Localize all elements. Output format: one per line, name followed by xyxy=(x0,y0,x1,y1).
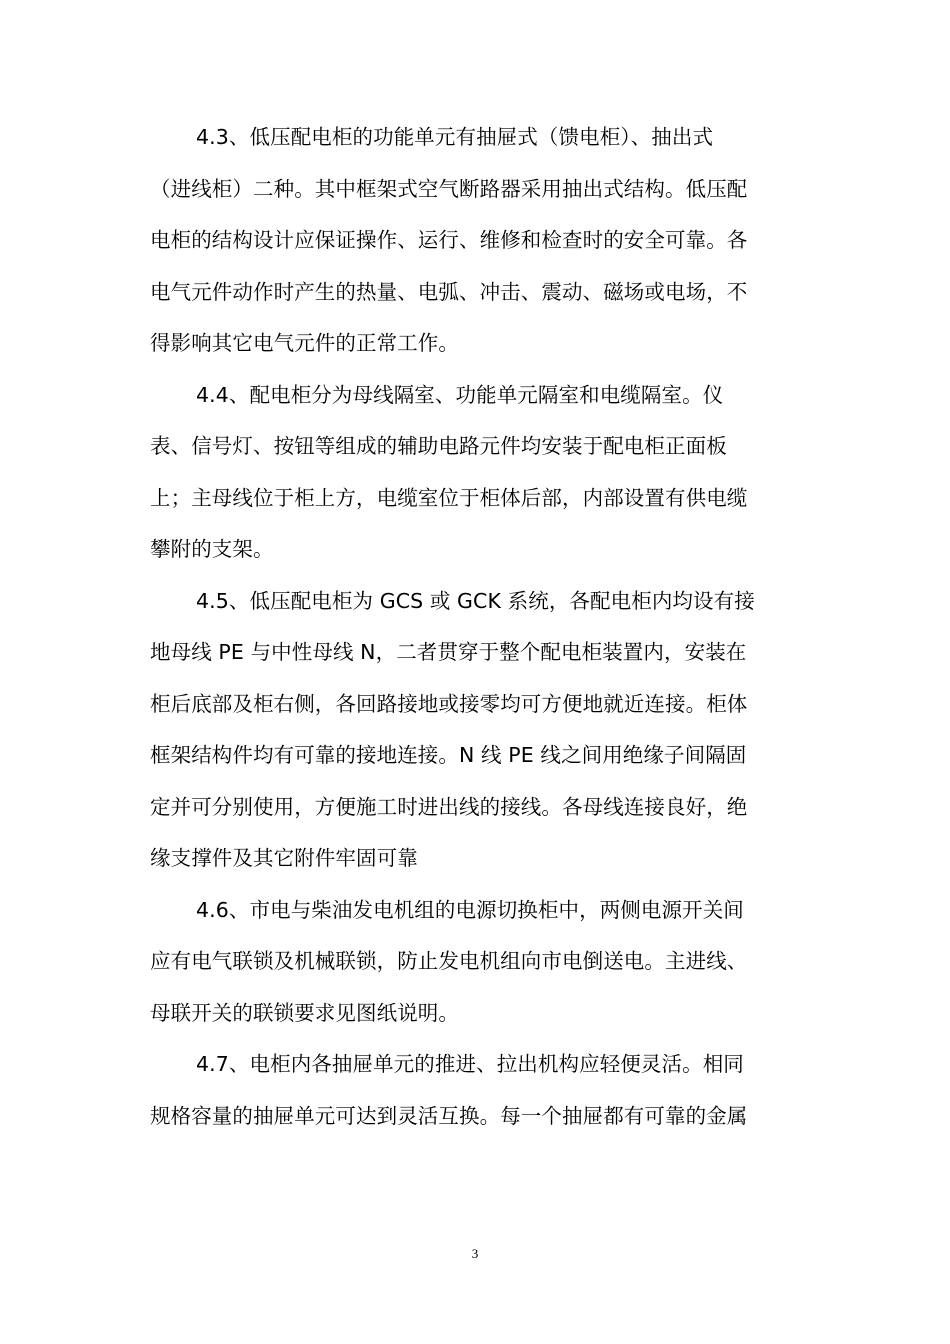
page-number: 3 xyxy=(471,1246,479,1261)
paragraph-line: 规格容量的抽屉单元可达到灵活互换。每一个抽屉都有可靠的金属 xyxy=(150,1103,748,1128)
paragraph-line: 4.4、配电柜分为母线隔室、功能单元隔室和电缆隔室。仪 xyxy=(196,382,724,407)
paragraph-line: 电气元件动作时产生的热量、电弧、冲击、震动、磁场或电场，不 xyxy=(150,279,748,304)
paragraph-line: 母联开关的联锁要求见图纸说明。 xyxy=(150,1000,459,1025)
paragraph-line: 4.7、电柜内各抽屉单元的推进、拉出机构应轻便灵活。相同 xyxy=(196,1052,744,1076)
paragraph-line: 地母线 PE 与中性母线 N，二者贯穿于整个配电柜装置内，安装在 xyxy=(150,640,747,664)
paragraph-line: 缘支撑件及其它附件牢固可靠 xyxy=(150,846,418,870)
paragraph-4-7 xyxy=(150,1039,802,1142)
paragraph-line: 4.5、低压配电柜为 GCS 或 GCK 系统，各配电柜内均设有接 xyxy=(196,588,755,613)
paragraph-line: （进线柜）二种。其中框架式空气断路器采用抽出式结构。低压配 xyxy=(150,176,748,201)
paragraph-4-5 xyxy=(150,576,802,885)
paragraph-line: 表、信号灯、按钮等组成的辅助电路元件均安装于配电柜正面板 xyxy=(150,434,727,458)
paragraph-line: 得影响其它电气元件的正常工作。 xyxy=(150,331,459,355)
paragraph-line: 4.3、低压配电柜的功能单元有抽屉式（馈电柜）、抽出式 xyxy=(196,125,714,149)
paragraph-line: 4.6、市电与柴油发电机组的电源切换柜中，两侧电源开关间 xyxy=(196,897,744,922)
paragraph-4-4 xyxy=(150,370,802,576)
paragraph-line: 框架结构件均有可靠的接地连接。N 线 PE 线之间用绝缘子间隔固 xyxy=(150,743,747,767)
paragraph-line: 柜后底部及柜右侧，各回路接地或接零均可方便地就近连接。柜体 xyxy=(150,691,748,716)
paragraph-line: 上；主母线位于柜上方，电缆室位于柜体后部，内部设置有供电缆 xyxy=(150,485,748,510)
document-body xyxy=(150,112,802,1142)
paragraph-line: 攀附的支架。 xyxy=(150,537,274,561)
paragraph-4-6 xyxy=(150,885,802,1040)
paragraph-line: 电柜的结构设计应保证操作、运行、维修和检查时的安全可靠。各 xyxy=(150,228,748,252)
paragraph-4-3 xyxy=(150,112,802,370)
paragraph-line: 应有电气联锁及机械联锁，防止发电机组向市电倒送电。主进线、 xyxy=(150,949,748,973)
paragraph-line: 定并可分别使用，方便施工时进出线的接线。各母线连接良好，绝 xyxy=(150,794,748,819)
